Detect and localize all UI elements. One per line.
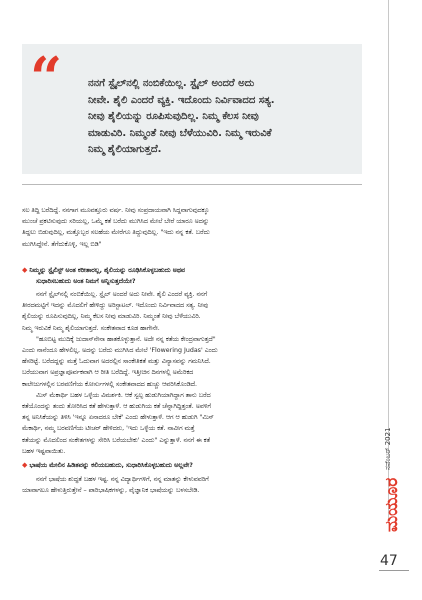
answer-1 <box>22 289 366 457</box>
question-2 <box>22 460 366 471</box>
pull-quote-line: ನೀವೇ. ಶೈಲಿ ಎಂದರೆ ವ್ಯಕ್ತಿ. ಇದೊಂದು ನಿರ್ವಿವಾದದ ಸತ್ಯ. <box>88 94 275 106</box>
text-line: ಕತೆಯನ್ನು ಮೊದಲಿಂದ ಸಂಕೇತಗಳನ್ನು ಸೇರಿಸಿ ಬರೆಯಬೇಕು' ಎಂದು" ಎನ್ನುತ್ತಾಳೆ. ನನಗೆ ಈ ಕತೆ <box>22 436 211 444</box>
diamond-bullet-icon: ◆ <box>22 461 28 469</box>
answer-2 <box>22 474 366 496</box>
pull-quote-line: ನೀವು ಶೈಲಿಯನ್ನು ರೂಪಿಸುವುದಿಲ್ಲ. ನಿಮ್ಮ ಕೆಲಸ ನೀವು <box>88 111 259 123</box>
text-line: ಕತೆಯೊಂದನ್ನು ತಂದು ತೋರಿಸಿದ ಕತೆ ಹೇಳುತ್ತಾಳೆ. ಆ ಹುಡುಗಿಯ ಕತೆ ಚೆನ್ನಾಗಿದ್ದಿತ್ತಂತೆ. ಅವಳಿಗೆ <box>22 403 212 411</box>
page-number: 47 <box>380 553 398 569</box>
text-line: ನನಗೆ ಭಾಷೆಯ ಶುದ್ಧತೆ ಬಹಳ ಇಷ್ಟ. ನನ್ನ ವಿದ್ಯಾರ್ಥಿಗಳಿಗೆ, ನನ್ನ ಮಾತನ್ನು ಕೇಳುವವರಿಗೆ <box>36 476 209 483</box>
text-line: ಮಿಸ್ ಮೆಕಾರ್ಥಿ ಬಹಳ ಒಳ್ಳೆಯ ವಿಮರ್ಶಕಿ. ಆಕೆ ಸ್ವಲ್ಪ ಹುಡುಗಿಯಾಗಿದ್ದಾಗ ತಾನು ಬರೆದ <box>36 391 211 399</box>
text-line: ತಿದ್ದಲು ಬಿಡುವುದಿಲ್ಲ, ಮತ್ತೊಬ್ಬರ ಸಲಹೆಯ ಮೇರೆಗೂ ತಿದ್ದುವುದಿಲ್ಲ. "ಇದು ನನ್ನ ಕತೆ. ಬರೆದು <box>22 229 210 237</box>
pull-quote-line: ನನಗೆ ಸ್ಟೈಲ್‌ನಲ್ಲಿ ನಂಬಿಕೆಯಿಲ್ಲ. ಸ್ಟೈಲ್ ಅಂದರೆ ಅದು <box>88 78 255 89</box>
text-line: ಶೈಲಿಯನ್ನು ರೂಪಿಸುವುದಿಲ್ಲ, ನಿಮ್ಮ ಕೆಲಸ ನೀವು ಮಾಡುವಿರಿ. ನಿಮ್ಮಂತೆ ನೀವು ಬೆಳೆಯುವಿರಿ. <box>22 313 201 321</box>
text-line: ಬಹಳ ಇಷ್ಟವಾಯಿತು. <box>22 447 66 455</box>
page-number-rule <box>379 570 409 571</box>
text-line: "ಹೂಬಿಟ್ಟ ಮುದಿಕ್ಕೆ ಜುದಾಸ್‌ನೇನಾ ಹಾತಕೊಳ್ಳುತ್ತಾನೆ. ಅದೇ ನನ್ನ ಕತೆಯ ಕೇಂದ್ರವಾಗುತ್ತದೆ" <box>36 335 216 343</box>
divider <box>22 184 362 185</box>
text-line: ಯಾವಾಗಲೂ ಹೇಳುತ್ತಿರುತ್ತೇನೆ – ಪಾರಿಭಾಷಿಕಗಳನ್ನು, ವೈಜ್ಞಾನಿಕ ಭಾಷೆಯನ್ನು ಬಳಸಬೇಡಿ. <box>22 487 200 495</box>
text-line: ಸಲ ತಿದ್ದಿ ಬರೆದಿದ್ದೆ. ನನಗಾಗ ಮೂವತ್ತೂರು ವರ್ಷ. ನೀವು ಸಂಪ್ರದಾಯವಾಗಿ ಸಿದ್ದವಾಗುವುದಕ್ಕೂ <box>22 207 210 214</box>
text-line: ನನಗೆ ಸ್ಟೈಲ್‌ನಲ್ಲಿ ನಂಬಿಕೆಯಿಲ್ಲ. ಸ್ಟೈಲ್ ಅಂದರೆ ಅದು ನೀವೇ. ಶೈಲಿ ಎಂದರೆ ವ್ಯಕ್ತಿ. ನನಗೆ <box>36 291 208 298</box>
text-line: ಮುಗಿಸಿದ್ದೇನೆ. ತೆಗೆದುಕೊಳ್ಳಿ, ಇಲ್ಲ ಬಿಡಿ" <box>22 240 102 248</box>
intro-paragraph <box>22 205 366 250</box>
text-line: ತೀರದಮಟ್ಟಿಗೆ ಇದನ್ನು ಮೊದಲಿಗೆ ಹೇಳಿದ್ದು ಅರಿಸ್ಟಾಟಲ್. ಇದೊಂದು ನಿರ್ವಿವಾದದ ಸತ್ಯ. ನೀವು <box>22 302 209 310</box>
question-line: ಸುಧಾರಿಸಬಹುದು ಅಂತ ನಿಮಗೆ ಅನ್ನಿಸುತ್ತದೆಯೇ? <box>36 278 136 286</box>
issue-date: ನವೆಂಬರ್ 2021 <box>384 427 392 470</box>
text-line: ಕಾಲೇಜುಗಳಲ್ಲಿನ ಬರವಣಿಗೆಯ ಕೋರ್ಸುಗಳಲ್ಲಿ ಸಂಕೇತವಾದದ ಹುಚ್ಚು ಆವರಿಸಿಕೊಂಡಿದೆ. <box>22 380 198 388</box>
question-line: ◆ ನಿಮ್ಮನ್ನು ಸ್ಟೈಲಿಸ್ಟ್ ಅಂತ ಕರೀತಾರಲ್ಲ, ಶೈಲಿಯನ್ನು ರೂಢಿಸಿಕೊಳ್ಳಬಹುದು ಅಥವ <box>22 266 185 274</box>
text-line: ಎಂದು ನಾನೆಂದೂ ಹೇಳಲಿಲ್ಲ, ಅದನ್ನು ಬರೆದು ಮುಗಿಸಿದ ಮೇಲೆ 'Flowering Judas' ಎಂದು <box>22 347 218 355</box>
quote-mark-icon: “ <box>30 45 63 111</box>
pull-quote-line: ಮಾಡುವಿರಿ. ನಿಮ್ಮಂತೆ ನೀವು ಬೆಳೆಯುವಿರಿ. ನಿಮ್ಮ ಇರುವಿಕೆ <box>88 127 272 139</box>
diamond-bullet-icon: ◆ <box>22 266 28 274</box>
pull-quote-line: ನಿಮ್ಮ ಶೈಲಿಯಾಗುತ್ತದೆ. <box>88 144 162 156</box>
text-line: ನಿಮ್ಮ ಇರುವಿಕೆ ನಿಮ್ಮ ಶೈಲಿಯಾಗುತ್ತದೆ. ಸಂಕೇತವಾದ ಕೂಡ ಹಾಗೇನೇ. <box>22 324 160 332</box>
text-line: ಹೆಸರಿಟ್ಟೆ. ಬರೆದದ್ದನ್ನು ಮತ್ತೆ ಓದುವಾಗ ಅದರಲ್ಲಿನ ಸಾಂಕೇತಿಕತೆ ಮತ್ತು ವಿನ್ಯಾಸವನ್ನು ಗಮನಿಸಿದೆ. <box>22 358 211 366</box>
pull-quote-text <box>88 76 350 159</box>
text-line: ಮೆಕಾರ್ಥಿ, ನಮ್ಮ ಬರವಣಿಗೆಯ ಟೀಚರ್ ಹೇಳಿದರು, 'ಇದು ಒಳ್ಳೆಯ ಕತೆ. ನಾವೀಗ ಮತ್ತೆ <box>22 425 195 433</box>
question-1 <box>22 265 366 287</box>
question-line: ◆ ಭಾಷೆಯ ಮೇಲಿನ ಹಿಡಿತವನ್ನು ಕಲಿಯಬಹುದು, ಸುಧಾರಿಸಿಕೊಳ್ಳಬಹುದು ಅಲ್ಲವೇ? <box>22 461 193 469</box>
text-line: ಬರೆಯುವಾಗ ಅಪ್ರಜ್ಞಾಪೂರ್ವಕವಾಗಿ ಆ ರೀತಿ ಬರೆದಿದ್ದೆ. ಇತ್ತೀಚಿನ ದಿನಗಳಲ್ಲಿ ಅಮೆರಿಕದ <box>22 369 194 377</box>
text-line: ತನ್ನ ಅನಿಸಿಕೆಯನ್ನು ತಿಳಿಸಿ 'ಇನ್ನೂ ಏನಾದರೂ ಬೇಕೆ' ಎಂದು ಹೇಳುತ್ತಾಳೆ. ಆಗ ಆ ಹುಡುಗಿ "ಮಿಸ್ <box>22 414 214 422</box>
text-line: ಮುಂಚೆ ಪ್ರಕಟಿಸುವುದು ಸರಿಯಲ್ಲ, ಒಮ್ಮೆ ಕತೆ ಬರೆದು ಮುಗಿಸಿದ ಮೇಲೆ ಬೇರೆ ಯಾರೂ ಅದನ್ನು <box>22 218 210 226</box>
magazine-logo: ಮಯೂರ <box>382 477 402 532</box>
